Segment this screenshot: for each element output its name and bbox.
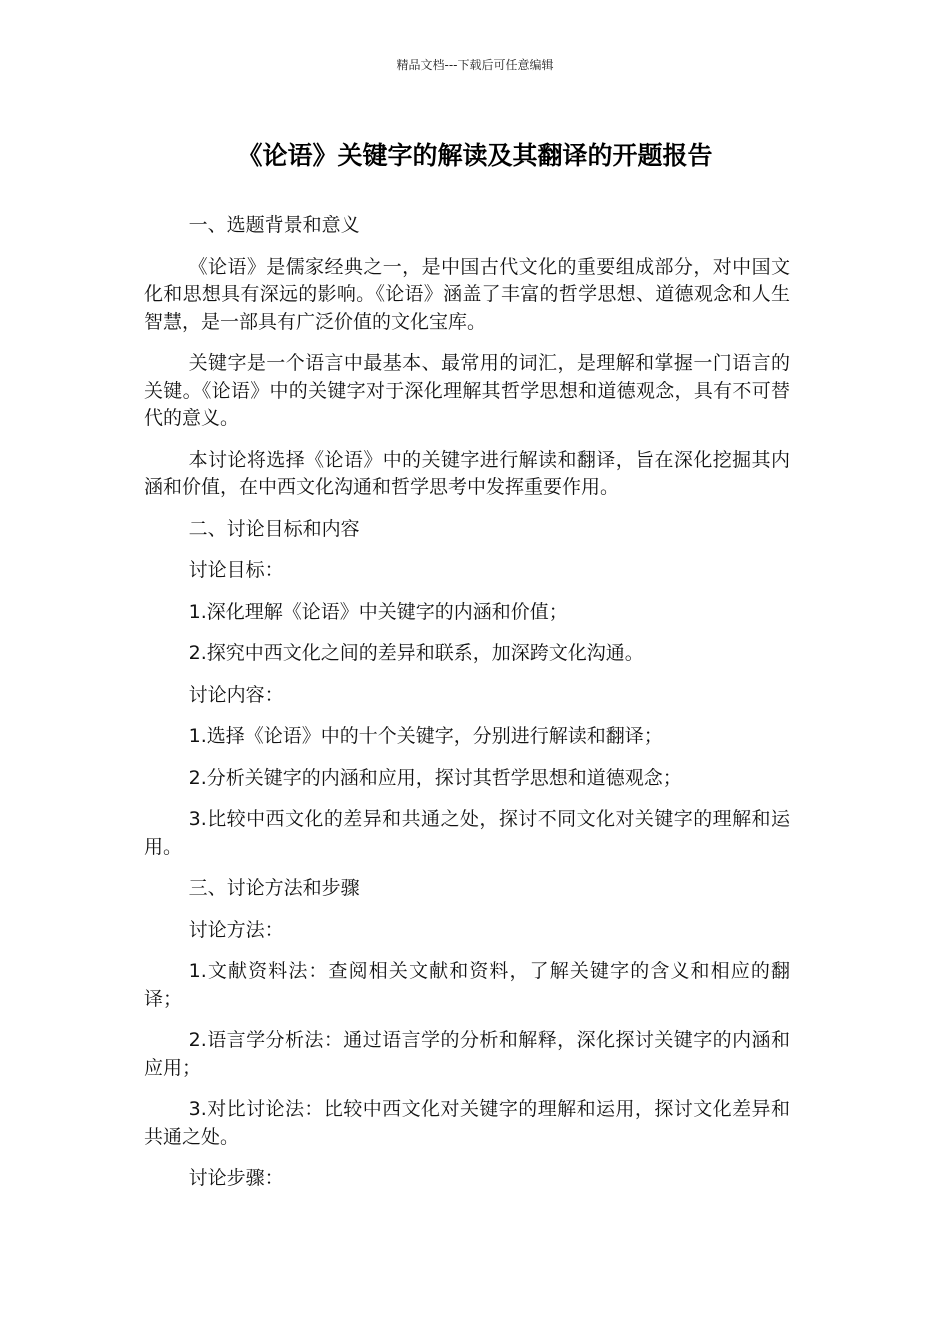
subheading-content: 讨论内容： [188, 683, 284, 706]
paragraph-keywords-importance: 关键字是一个语言中最基本、最常用的词汇，是理解和掌握一门语言的关键。《论语》中的关键字对于深化理解其哲学思想和道德观念，具有不可替代的意义。 [144, 352, 790, 429]
list-item-content-2: 2.分析关键字的内涵和应用，探讨其哲学思想和道德观念； [188, 766, 682, 789]
paragraph-study-purpose: 本讨论将选择《论语》中的关键字进行解读和翻译，旨在深化挖掘其内涵和价值，在中西文化沟通和哲学思考中发挥重要作用。 [144, 448, 790, 498]
document-body [144, 212, 790, 1207]
list-item-method-1: 1.文献资料法：查阅相关文献和资料，了解关键字的含义和相应的翻译； [144, 960, 790, 1010]
subheading-steps: 讨论步骤： [188, 1167, 284, 1189]
document-title: 《论语》关键字的解读及其翻译的开题报告 [237, 141, 713, 170]
list-item-goal-1: 1.深化理解《论语》中关键字的内涵和价值； [188, 600, 568, 623]
list-item-content-1: 1.选择《论语》中的十个关键字，分别进行解读和翻译； [188, 725, 663, 747]
list-item-method-2: 2.语言学分析法：通过语言学的分析和解释，深化探讨关键字的内涵和应用； [144, 1029, 790, 1079]
list-item-method-3: 3.对比讨论法：比较中西文化对关键字的理解和运用，探讨文化差异和共通之处。 [144, 1098, 790, 1148]
list-item-content-3: 3.比较中西文化的差异和共通之处，探讨不同文化对关键字的理解和运用。 [144, 808, 790, 858]
subheading-goals: 讨论目标： [188, 559, 284, 581]
section-heading-goals: 二、讨论目标和内容 [188, 517, 360, 540]
subheading-methods: 讨论方法： [188, 918, 284, 941]
paragraph-lunyu-intro: 《论语》是儒家经典之一，是中国古代文化的重要组成部分，对中国文化和思想具有深远的影响。《论语》涵盖了丰富的哲学思想、道德观念和人生智慧，是一部具有广泛价值的文化宝库。 [144, 255, 790, 333]
list-item-goal-2: 2.探究中西文化之间的差异和联系，加深跨文化沟通。 [188, 642, 644, 664]
section-heading-methods: 三、讨论方法和步骤 [188, 877, 360, 899]
header-note: 精品文档---下载后可任意编辑 [396, 58, 554, 72]
section-heading-background: 一、选题背景和意义 [188, 214, 360, 236]
